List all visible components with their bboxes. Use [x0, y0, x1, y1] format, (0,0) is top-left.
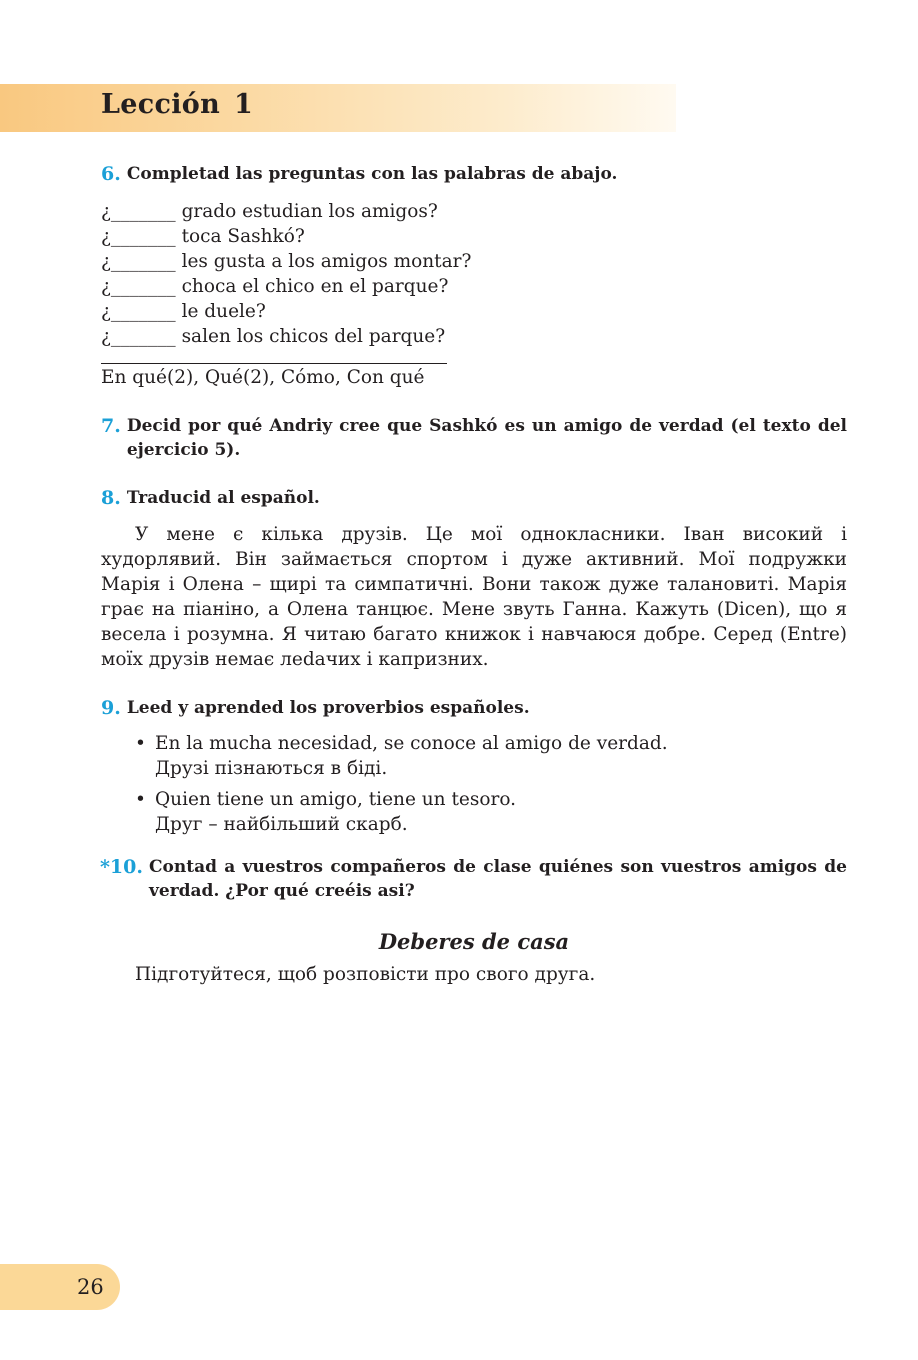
task-instruction: Contad a vuestros compañeros de clase quiénes son vuestros amigos de verdad. ¿Por qué creéis asi? [149, 857, 847, 901]
question-line [101, 299, 847, 324]
question-list [101, 199, 847, 349]
proverb-ukrainian: Друг – найбільший скарб. [155, 814, 408, 835]
task-instruction: Completad las preguntas con las palabras de abajo. [126, 164, 618, 184]
question-blank: ¿_______ [101, 251, 176, 272]
translation-paragraph: У мене є кілька друзів. Це мої однокласники. Іван високий і худорлявий. Він займається спортом і дуже активний. Мої подружки Марія і Олена – щирі та симпатичні. Вони також дуже талановиті. Марія грає на піаніно, а Олена танцює. Мене звуть Ганна. Кажуть (Dicen), що я весела і розумна. Я читаю багато книжок і навчаюся добре. Серед (Entre) моїх друзів немає леdачих і капризних. [101, 524, 847, 670]
question-blank: ¿_______ [101, 276, 176, 297]
page-content [101, 162, 847, 987]
task-8-header [101, 486, 847, 510]
task-9-header [101, 696, 847, 720]
lesson-title [101, 89, 253, 120]
task-6-header [101, 162, 847, 186]
lesson-number: 1 [234, 89, 254, 120]
question-text: choca el chico en el parque? [181, 276, 449, 297]
proverb-ukrainian: Друзі пізнаються в біді. [155, 758, 388, 779]
question-text: le duele? [181, 301, 266, 322]
word-bank-divider [101, 363, 447, 364]
homework-title: Deberes de casa [378, 929, 570, 954]
task-number: 6. [101, 163, 121, 185]
task-10 [101, 855, 847, 903]
question-text: grado estudian los amigos? [181, 201, 438, 222]
bullet-icon: • [135, 789, 146, 810]
question-line [101, 274, 847, 299]
proverb-spanish: Quien tiene un amigo, tiene un tesoro. [155, 789, 517, 810]
task-10-header [101, 855, 847, 903]
question-blank: ¿_______ [101, 301, 176, 322]
bullet-icon: • [135, 733, 146, 754]
task-instruction: Decid por qué Andriy cree que Sashkó es un amigo de verdad (el texto del ejercicio 5). [126, 416, 847, 460]
task-6 [101, 162, 847, 390]
question-blank: ¿_______ [101, 326, 176, 347]
task-instruction: Leed y aprended los proverbios españoles. [126, 698, 530, 718]
page-number: 26 [77, 1275, 104, 1299]
proverb-list [101, 731, 847, 837]
lesson-word: Lección [101, 89, 221, 120]
question-text: les gusta a los amigos montar? [181, 251, 472, 272]
question-line [101, 224, 847, 249]
task-7 [101, 414, 847, 462]
question-line [101, 324, 847, 349]
homework-text: Підготуйтеся, щоб розповісти про свого друга. [135, 964, 596, 985]
task-8 [101, 486, 847, 672]
question-line [101, 249, 847, 274]
question-blank: ¿_______ [101, 201, 176, 222]
proverb-item [135, 787, 847, 837]
task-number: 8. [101, 487, 121, 509]
question-text: salen los chicos del parque? [181, 326, 446, 347]
question-line [101, 199, 847, 224]
task-instruction: Traducid al español. [126, 488, 320, 508]
word-bank: En qué(2), Qué(2), Cómo, Con qué [101, 367, 425, 388]
task-number: 9. [101, 697, 121, 719]
question-text: toca Sashkó? [181, 226, 305, 247]
question-blank: ¿_______ [101, 226, 176, 247]
proverb-spanish: En la mucha necesidad, se conoce al amigo de verdad. [155, 733, 668, 754]
task-number: *10. [100, 856, 143, 878]
task-number: 7. [101, 415, 121, 437]
task-9 [101, 696, 847, 837]
task-7-header [101, 414, 847, 462]
proverb-item [135, 731, 847, 781]
